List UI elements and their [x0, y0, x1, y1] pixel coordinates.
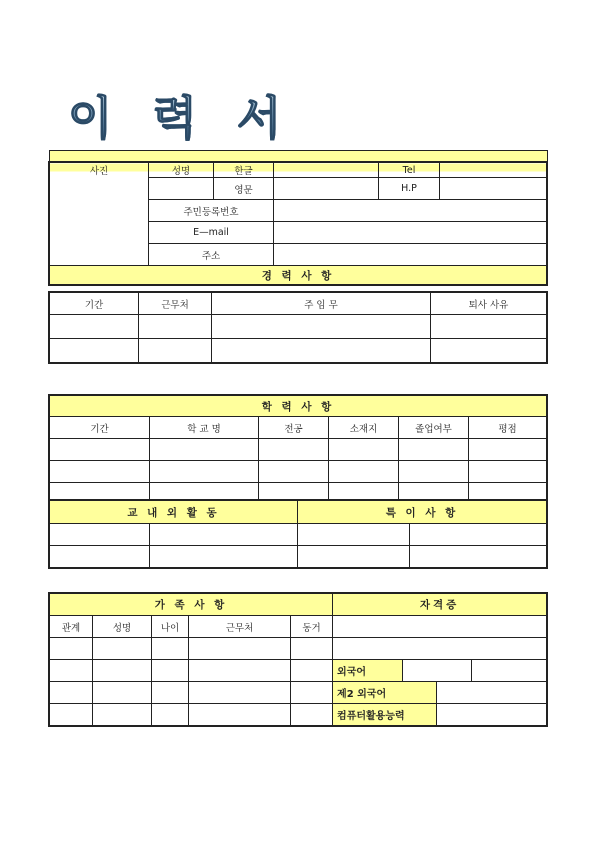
family-heading: 가 족 사 항 — [50, 594, 333, 616]
hp-label: H.P — [379, 178, 440, 200]
career-cell[interactable] — [212, 315, 431, 339]
family-cell[interactable] — [291, 638, 333, 660]
career-col-reason: 퇴사 사유 — [431, 293, 547, 315]
career-cell[interactable] — [212, 339, 431, 363]
family-cell[interactable] — [152, 704, 189, 726]
activity-cell[interactable] — [150, 546, 298, 568]
family-col-workplace: 근무처 — [189, 616, 291, 638]
activities-table — [49, 500, 547, 568]
edu-col-major: 전공 — [259, 417, 329, 439]
edu-col-location: 소재지 — [329, 417, 399, 439]
certs-heading: 자격증 — [333, 594, 547, 616]
family-cell[interactable] — [50, 704, 93, 726]
family-cell[interactable] — [50, 638, 93, 660]
edu-col-period: 기간 — [50, 417, 150, 439]
activity-cell[interactable] — [50, 524, 150, 546]
career-col-period: 기간 — [50, 293, 139, 315]
special-cell[interactable] — [410, 524, 547, 546]
education-heading: 학 력 사 항 — [50, 396, 547, 417]
edu-cell[interactable] — [150, 461, 259, 483]
resident-no-label: 주민등록번호 — [149, 200, 274, 222]
resident-no-field[interactable] — [274, 200, 547, 222]
cert-cell[interactable] — [333, 616, 547, 638]
family-cell[interactable] — [291, 660, 333, 682]
second-foreign-language-field[interactable] — [437, 682, 547, 704]
title-char-2: 력 — [152, 88, 196, 148]
family-cell[interactable] — [93, 638, 152, 660]
family-cell[interactable] — [93, 682, 152, 704]
foreign-language-field-2[interactable] — [472, 660, 547, 682]
edu-cell[interactable] — [50, 461, 150, 483]
family-col-cohabit: 동거 — [291, 616, 333, 638]
title-char-1: 이 — [68, 88, 112, 148]
family-col-relation: 관계 — [50, 616, 93, 638]
edu-cell[interactable] — [50, 439, 150, 461]
edu-cell[interactable] — [469, 461, 547, 483]
career-cell[interactable] — [50, 315, 139, 339]
edu-col-graduation: 졸업여부 — [399, 417, 469, 439]
career-cell[interactable] — [431, 315, 547, 339]
family-col-name: 성명 — [93, 616, 152, 638]
campus-heading: 교 내 외 활 동 — [50, 501, 298, 524]
family-certs-table — [49, 593, 547, 726]
family-cell[interactable] — [152, 682, 189, 704]
photo-cell[interactable] — [50, 163, 149, 266]
resume-title — [68, 88, 328, 148]
korean-label: 한글 — [214, 163, 274, 178]
email-label: E—mail — [149, 222, 274, 244]
family-cell[interactable] — [189, 704, 291, 726]
edu-cell[interactable] — [399, 439, 469, 461]
computer-skill-field[interactable] — [437, 704, 547, 726]
career-cell[interactable] — [139, 339, 212, 363]
name-blank-cell — [149, 178, 214, 200]
korean-name-field[interactable] — [274, 163, 379, 178]
edu-cell[interactable] — [469, 439, 547, 461]
family-col-age: 나이 — [152, 616, 189, 638]
edu-col-gpa: 평점 — [469, 417, 547, 439]
edu-cell[interactable] — [329, 461, 399, 483]
special-cell[interactable] — [298, 524, 410, 546]
family-cell[interactable] — [50, 660, 93, 682]
edu-cell[interactable] — [259, 461, 329, 483]
foreign-language-label: 외국어 — [333, 660, 403, 682]
edu-cell[interactable] — [259, 439, 329, 461]
career-heading: 경 력 사 항 — [50, 266, 547, 285]
career-cell[interactable] — [139, 315, 212, 339]
family-cell[interactable] — [93, 660, 152, 682]
family-cell[interactable] — [93, 704, 152, 726]
edu-col-school: 학 교 명 — [150, 417, 259, 439]
foreign-language-field[interactable] — [403, 660, 472, 682]
activity-cell[interactable] — [150, 524, 298, 546]
family-cell[interactable] — [152, 660, 189, 682]
career-col-duty: 주 임 무 — [212, 293, 431, 315]
family-cell[interactable] — [291, 704, 333, 726]
education-table — [49, 395, 547, 505]
name-label: 성명 — [149, 163, 214, 178]
edu-cell[interactable] — [329, 439, 399, 461]
family-cell[interactable] — [291, 682, 333, 704]
family-cell[interactable] — [152, 638, 189, 660]
activity-cell[interactable] — [50, 546, 150, 568]
family-cell[interactable] — [50, 682, 93, 704]
computer-skill-label: 컴퓨터활용능력 — [333, 704, 437, 726]
english-name-field[interactable] — [274, 178, 379, 200]
edu-cell[interactable] — [399, 461, 469, 483]
special-heading: 특 이 사 항 — [298, 501, 547, 524]
cert-cell[interactable] — [333, 638, 547, 660]
career-col-company: 근무처 — [139, 293, 212, 315]
english-label: 영문 — [214, 178, 274, 200]
personal-career-table — [49, 162, 547, 285]
career-cell[interactable] — [50, 339, 139, 363]
email-field[interactable] — [274, 222, 547, 244]
career-cell[interactable] — [431, 339, 547, 363]
family-cell[interactable] — [189, 660, 291, 682]
tel-label: Tel — [379, 163, 440, 178]
family-cell[interactable] — [189, 638, 291, 660]
family-cell[interactable] — [189, 682, 291, 704]
photo-label: 사진 — [89, 166, 109, 177]
career-table — [49, 292, 547, 363]
special-cell[interactable] — [410, 546, 547, 568]
address-field[interactable] — [274, 244, 547, 266]
hp-field[interactable] — [440, 178, 547, 200]
special-cell[interactable] — [298, 546, 410, 568]
address-label: 주소 — [149, 244, 274, 266]
title-char-3: 서 — [237, 88, 281, 148]
edu-cell[interactable] — [150, 439, 259, 461]
second-foreign-language-label: 제2 외국어 — [333, 682, 437, 704]
tel-field[interactable] — [440, 163, 547, 178]
